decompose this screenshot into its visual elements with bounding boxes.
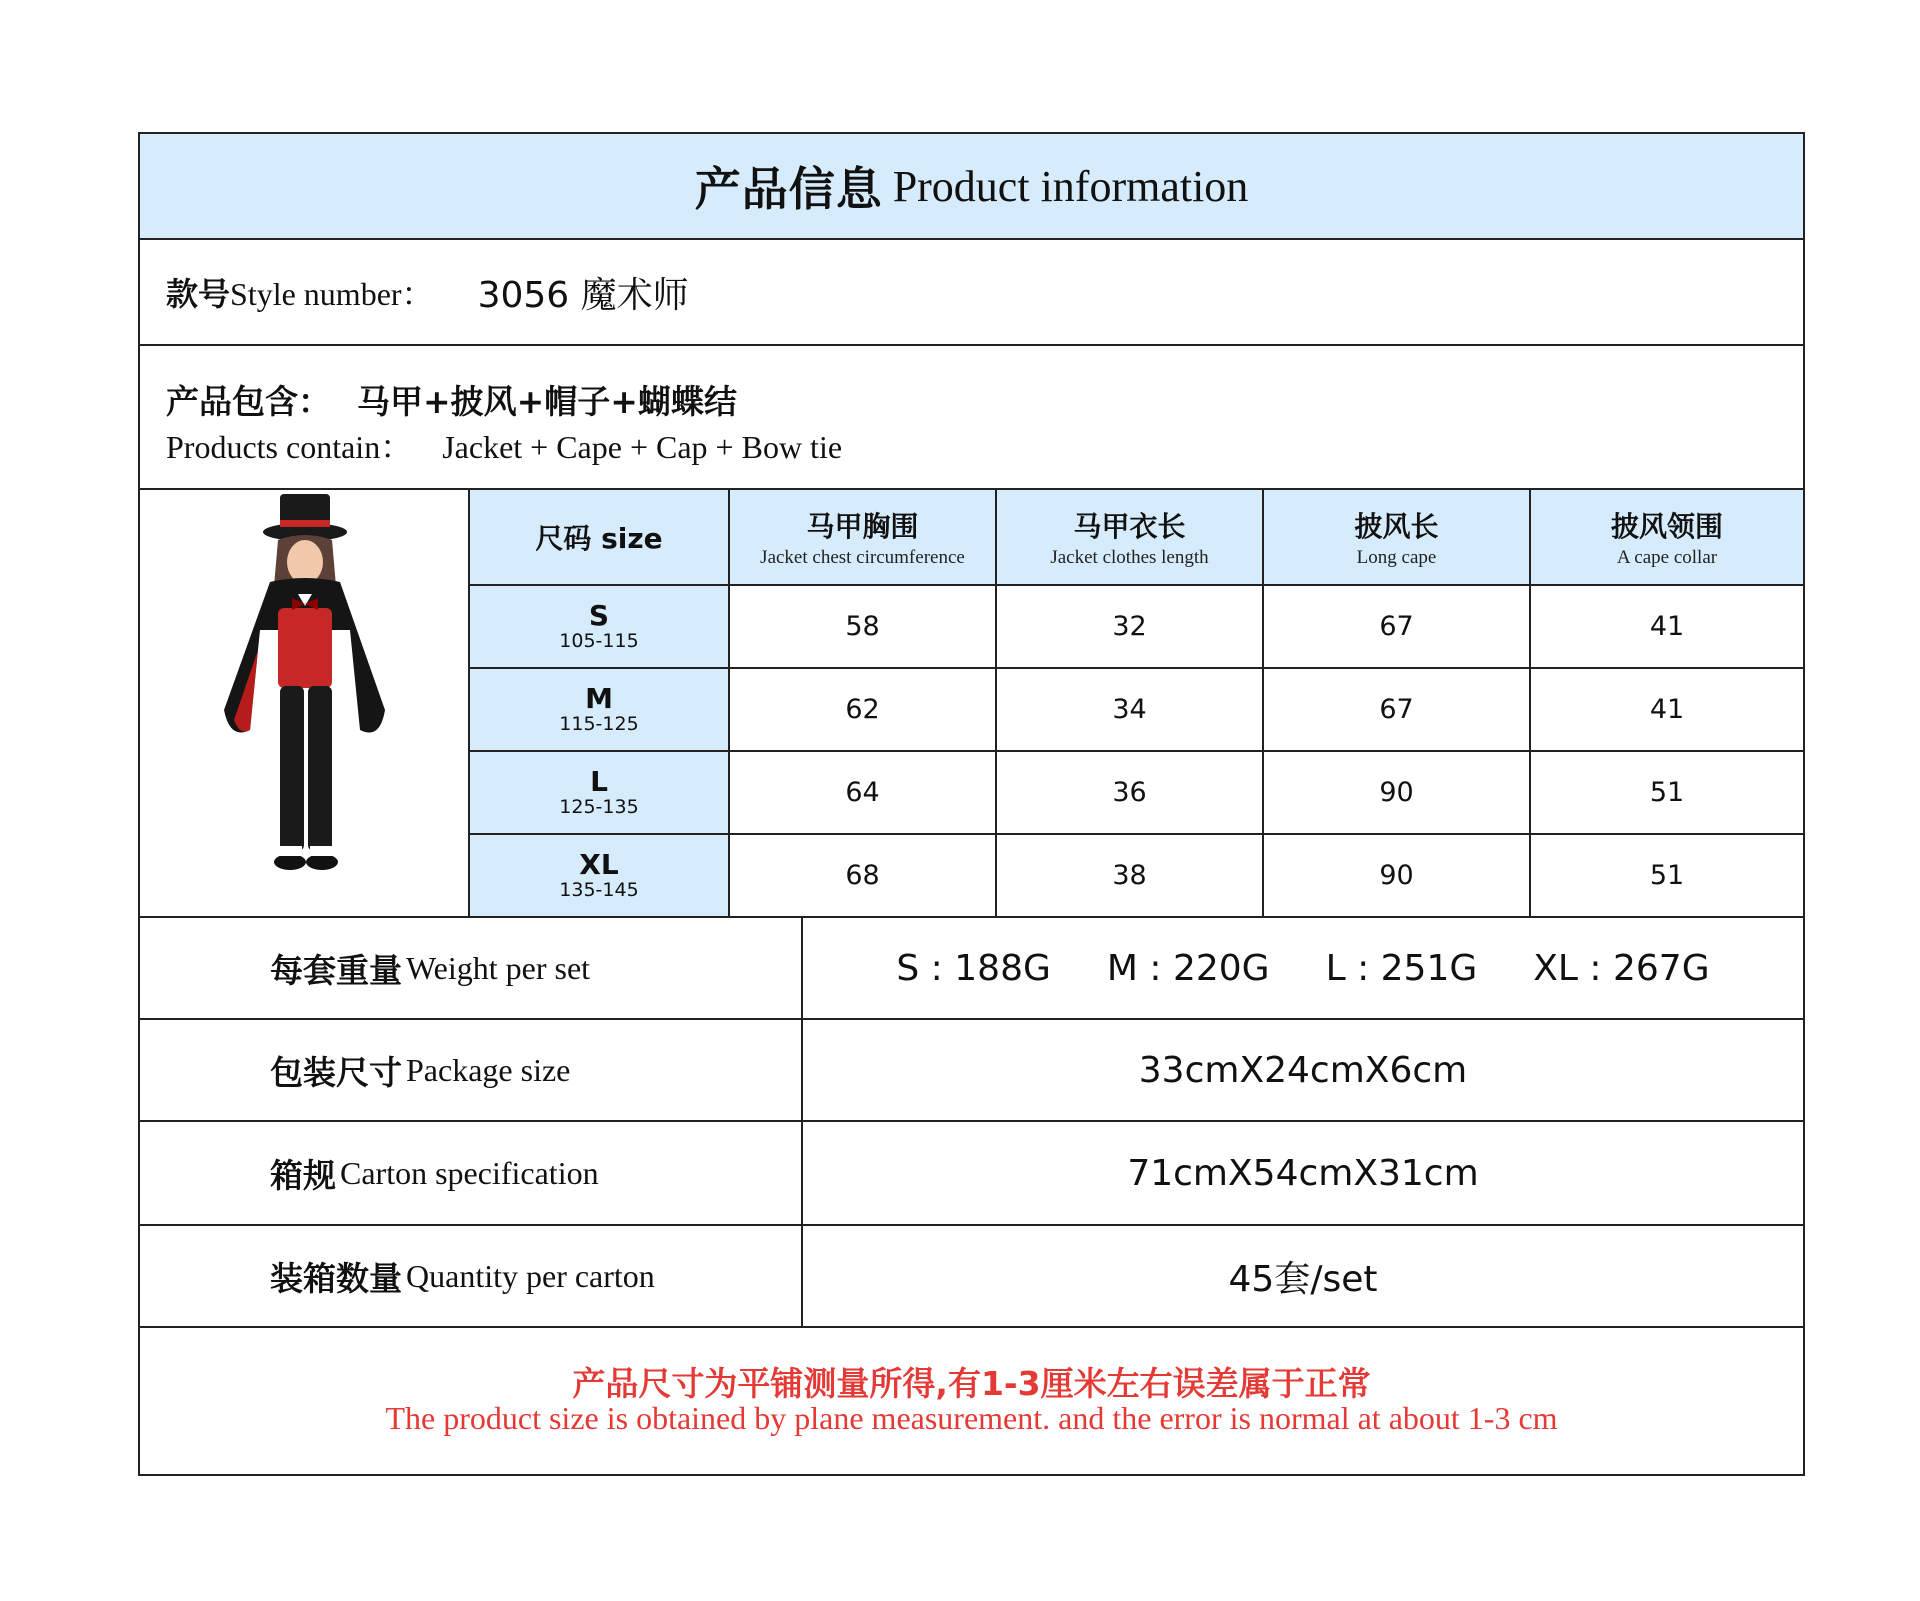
table-cell: 51 [1531, 752, 1803, 835]
header-size [470, 490, 730, 586]
size-cell-l [470, 752, 730, 835]
quantity-label-en: Quantity per carton [406, 1257, 655, 1294]
product-photo [140, 490, 470, 916]
table-cell: 68 [730, 835, 997, 916]
size-section [140, 490, 1803, 918]
table-cell: 36 [997, 752, 1264, 835]
header-cape-length-zh: 披风长 [1354, 510, 1439, 543]
table-cell: 90 [1264, 835, 1531, 916]
quantity-row [140, 1226, 1803, 1328]
size-label: XL [579, 847, 619, 881]
table-cell: 51 [1649, 860, 1685, 891]
contains-value-zh: 马甲+披风+帽子+蝴蝶结 [357, 382, 737, 421]
size-range: 105-115 [559, 629, 639, 652]
weight-label-zh: 每套重量 [270, 950, 402, 990]
size-cell-xl [470, 835, 730, 916]
header-cape-collar [1531, 490, 1803, 586]
contains-value-en: Jacket + Cape + Cap + Bow tie [442, 429, 843, 465]
size-label: M [585, 681, 613, 715]
size-chart-table [470, 490, 1803, 916]
header-length-en: Jacket clothes length [1050, 547, 1209, 568]
style-number-value: 3056 魔术师 [477, 274, 689, 316]
header-cape-length-en: Long cape [1356, 547, 1437, 568]
header-cape-collar-zh: 披风领围 [1610, 510, 1723, 543]
package-label [140, 1020, 803, 1120]
carton-label [140, 1122, 803, 1224]
header-cape-length [1264, 490, 1531, 586]
style-number-row [140, 240, 1803, 346]
carton-label-zh: 箱规 [270, 1155, 336, 1195]
header-cape-collar-en: A cape collar [1616, 547, 1718, 568]
table-cell: 34 [997, 669, 1264, 752]
size-cell-m [470, 669, 730, 752]
package-label-en: Package size [406, 1051, 571, 1088]
package-row [140, 1020, 1803, 1122]
magician-costume-illustration [140, 490, 470, 916]
table-cell: 67 [1264, 669, 1531, 752]
table-cell: 64 [730, 752, 997, 835]
style-label-en: Style number： [230, 276, 434, 312]
carton-label-en: Carton specification [340, 1154, 599, 1191]
product-info-sheet [138, 132, 1805, 1476]
table-cell: 38 [997, 835, 1264, 916]
header-length [997, 490, 1264, 586]
products-contain-row [140, 346, 1803, 490]
note-zh: 产品尺寸为平铺测量所得,有1-3厘米左右误差属于正常 [572, 1364, 1371, 1403]
contains-zh-line [166, 376, 737, 423]
package-value: 33cmX24cmX6cm [1138, 1049, 1468, 1091]
package-label-zh: 包装尺寸 [270, 1052, 402, 1092]
weight-xl: XL : 267G [1533, 947, 1710, 989]
quantity-value: 45套/set [1228, 1258, 1378, 1300]
header-length-zh: 马甲衣长 [1073, 510, 1186, 543]
header-chest-zh: 马甲胸围 [806, 510, 919, 543]
title-bar [140, 134, 1803, 240]
table-cell: 62 [730, 669, 997, 752]
weight-label-en: Weight per set [406, 949, 591, 986]
carton-value: 71cmX54cmX31cm [1127, 1152, 1479, 1194]
table-cell: 32 [997, 586, 1264, 669]
size-range: 135-145 [559, 878, 639, 901]
header-chest-en: Jacket chest circumference [760, 547, 965, 568]
size-cell-s [470, 586, 730, 669]
title-zh: 产品信息 [694, 162, 883, 216]
table-cell: 41 [1531, 586, 1803, 669]
weight-values [803, 918, 1803, 1018]
weight-l: L : 251G [1325, 947, 1478, 989]
size-label: L [590, 764, 608, 798]
carton-row [140, 1122, 1803, 1226]
header-chest [730, 490, 997, 586]
note-en: The product size is obtained by plane measurement. and the error is normal at about 1-3 cm [385, 1400, 1558, 1436]
style-label-zh: 款号 [166, 275, 231, 313]
weight-row [140, 918, 1803, 1020]
table-cell: 90 [1264, 752, 1531, 835]
quantity-label-zh: 装箱数量 [270, 1258, 402, 1298]
size-range: 115-125 [559, 712, 639, 735]
size-label: S [588, 598, 610, 632]
table-cell: 41 [1531, 669, 1803, 752]
contains-label-zh: 产品包含： [166, 382, 331, 421]
header-size-label: 尺码 size [535, 522, 663, 555]
title-en: Product information [892, 161, 1249, 211]
table-cell: 67 [1264, 586, 1531, 669]
weight-s: S : 188G [896, 947, 1051, 989]
table-cell: 58 [730, 586, 997, 669]
contains-en-line [166, 422, 842, 468]
size-range: 125-135 [559, 795, 639, 818]
weight-label [140, 918, 803, 1018]
measurement-note [140, 1328, 1803, 1476]
weight-m: M : 220G [1106, 947, 1270, 989]
contains-label-en: Products contain： [166, 429, 413, 465]
quantity-label [140, 1226, 803, 1326]
